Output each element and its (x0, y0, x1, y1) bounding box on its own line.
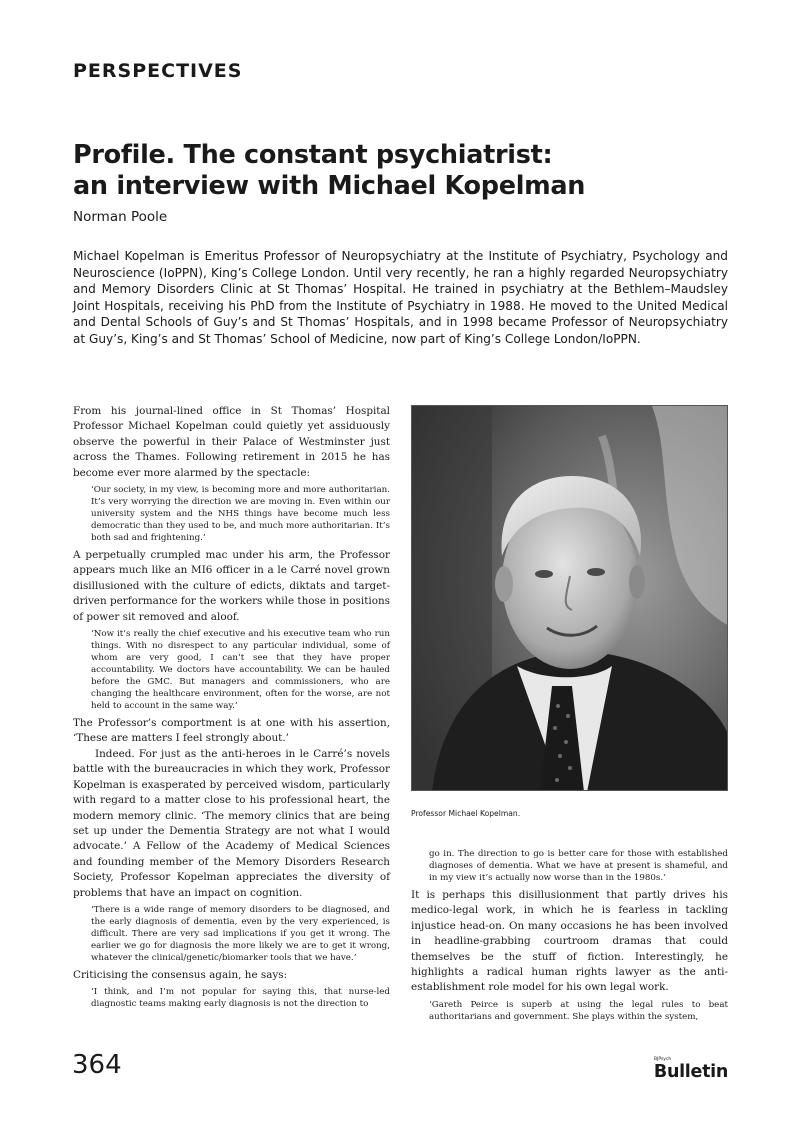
journal-logo-name: Bulletin (653, 1062, 728, 1082)
paragraph: The Professor’s comportment is at one with his assertion, ‘These are matters I feel strongly about.’ (73, 717, 390, 745)
paragraph: It is perhaps this disillusionment that partly drives his medico-legal work, in which he is fearless in tackling injustice head-on. On many occasions he has been involved in headline-grabbing courtroom dramas that could themselves be the stuff of fiction. Interestingly, he highlights a radical human rights lawyer as the anti-establishment role model for his own legal work. (411, 889, 728, 994)
article-title (73, 140, 733, 202)
quote: ‘Gareth Peirce is superb at using the legal rules to beat authoritarians and government. She plays within the system, (429, 999, 728, 1022)
journal-logo (654, 1057, 728, 1082)
portrait-illustration (412, 406, 728, 791)
quote: ‘I think, and I’m not popular for saying this, that nurse-led diagnostic teams making early diagnosis is not the direction to (91, 987, 390, 1010)
section-label: PERSPECTIVES (73, 60, 243, 82)
paragraph: Criticising the consensus again, he says: (73, 968, 288, 981)
journal-logo-small: BJPsych (653, 1057, 672, 1062)
portrait-photo (411, 405, 728, 791)
author-name: Norman Poole (73, 209, 168, 225)
article-title-line-2: an interview with Michael Kopelman (73, 171, 586, 201)
paragraph: Indeed. For just as the anti-heroes in le Carré’s novels battle with the bureaucracies in which they work, Professor Kopelman is exasperated by perceived wisdom, particularly with regard to a matter close to his professional heart, the modern memory clinic. ‘The memory clinics that are being set up under the Dementia Strategy are not what I would advocate.’ A Fellow of the Academy of Medical Sciences and founding member of the Memory Disorders Research Society, Professor Kopelman appreciates the diversity of problems that have an impact on cognition. (73, 747, 390, 899)
quote: ‘Now it’s really the chief executive and his executive team who run things. With no disrespect to any particular individual, some of whom are very good, I can’t see that they have proper accountability. We doctors have accountability. We can be hauled before the GMC. But managers and commissioners, who are changing the healthcare environment, often for the worse, are not held to account in the same way.’ (91, 629, 390, 712)
left-column (73, 404, 390, 1014)
article-title-line-1: Profile. The constant psychiatrist: (73, 140, 553, 170)
paragraph: From his journal-lined office in St Thomas’ Hospital Professor Michael Kopelman could quietly yet assiduously observe the powerful in their Palace of Westminster just across the Thames. Following retirement in 2015 he has become ever more alarmed by the spectacle: (73, 405, 390, 479)
page-number: 364 (72, 1050, 122, 1080)
quote: ‘There is a wide range of memory disorders to be diagnosed, and the early diagnosis of dementia, even by the very experienced, is difficult. There are very sad implications if you get it wrong. The earlier we go for diagnosis the more likely we are to get it wrong, whatever the clinical/genetic/biomarker tools that we have.’ (91, 904, 390, 963)
paragraph: A perpetually crumpled mac under his arm, the Professor appears much like an MI6 officer in a le Carré novel grown disillusioned with the culture of edicts, diktats and target-driven performance for the workers while those in positions of power sit removed and aloof. (73, 549, 390, 623)
standfirst: Michael Kopelman is Emeritus Professor of Neuropsychiatry at the Institute of Psychiatry, Psychology and Neuroscience (IoPPN), King’s College London. Until very recently, he ran a highly regarded Neuropsychiatry and Memory Disorders Clinic at St Thomas’ Hospital. He trained in psychiatry at the Bethlem–Maudsley Joint Hospitals, receiving his PhD from the Institute of Psychiatry in 1988. He moved to the United Medical and Dental Schools of Guy’s and St Thomas’ Hospitals, and in 1998 became Professor of Neuropsychiatry at Guy’s, King’s and St Thomas’ School of Medicine, now part of King’s College London/IoPPN. (73, 249, 728, 346)
right-column (411, 848, 728, 1027)
photo-caption: Professor Michael Kopelman. (411, 809, 521, 818)
quote: go in. The direction to go is better care for those with established diagnoses of dementia. What we have at present is shameful, and in my view it’s actually now worse than in the 1980s.’ (429, 849, 728, 883)
quote: ‘Our society, in my view, is becoming more and more authoritarian. It’s very worrying the direction we are moving in. Even within our university system and the NHS things have become much less democratic than they used to be, and much more authoritarian. It’s both sad and frightening.’ (91, 485, 390, 544)
